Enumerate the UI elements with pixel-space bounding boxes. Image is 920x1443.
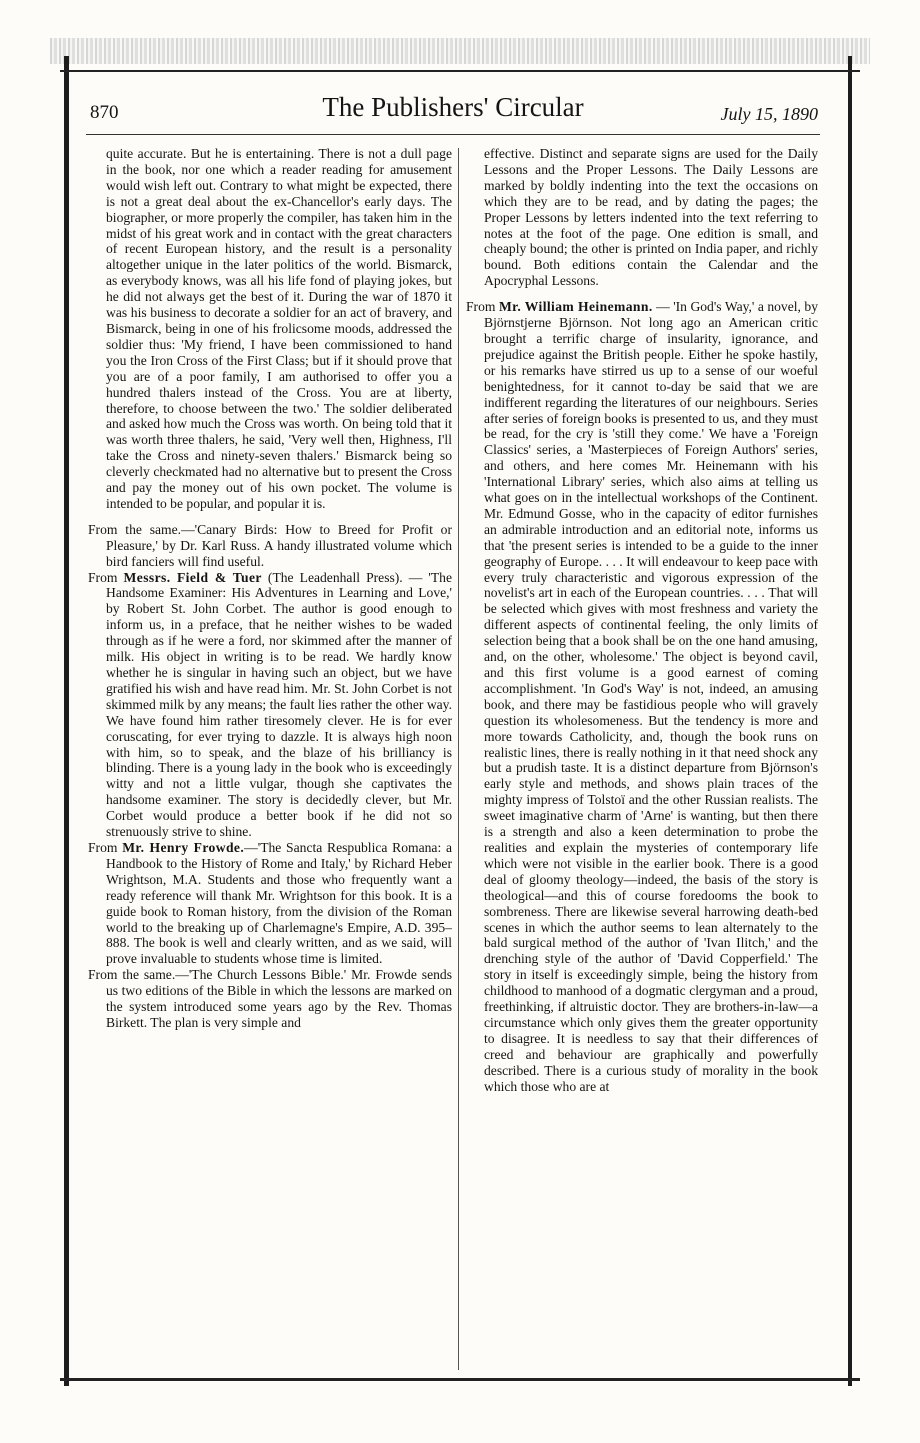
page-frame-right <box>848 56 852 1386</box>
review-entry <box>88 570 452 840</box>
review-entry <box>88 840 452 967</box>
entry-text: (The Leadenhall Press). — 'The Handsome Examiner: His Adventures in Learning and Love,' by Robert St. John Corbet. The author is good enough to inform us, in a preface, that he neither wishes to be waded through as if he were a ford, nor skimmed after the manner of milk. His object in writing is to be read. We hardly know whether he is singular in having such an object, but we have gratified his wish and have read him. Mr. St. John Corbet is not skimmed milk by any means; the fault lies rather the other way. We have found him rather tiresomely clever. He is for ever coruscating, for ever trying to dazzle. It is always high noon with him, so to speak, and the blaze of his brilliancy is blinding. There is a young lady in the book who is exceedingly witty and not a little vulgar, though she captivates the handsome examiner. The story is decidedly clever, but Mr. Corbet would produce a better book if he did not so strenuously strive to shine. <box>106 569 452 840</box>
page-title: The Publishers' Circular <box>322 92 584 122</box>
left-column <box>88 146 452 1374</box>
entry-lead: From the same. <box>88 521 182 537</box>
entry-lead: From the same. <box>88 967 176 983</box>
column-divider <box>458 148 459 1370</box>
entry-lead: From <box>466 299 499 315</box>
entry-lead: From <box>88 839 123 855</box>
review-entry <box>88 967 452 1031</box>
entry-publisher: Messrs. Field & Tuer <box>123 569 262 585</box>
page-header <box>86 88 820 135</box>
top-rule <box>60 70 860 72</box>
continued-paragraph: effective. Distinct and separate signs are used for the Daily Lessons and the Proper Lessons. The Daily Lessons are marked by boldly indenting into the text the occasions on which they are to be read, and by dating the pages; the Proper Lessons by letters indented into the text referring to notes at the foot of the page. One edition is small, and cheaply bound; the other is printed on India paper, and richly bound. Both editions contain the Calendar and the Apocryphal Lessons. <box>484 146 818 289</box>
entry-publisher: Mr. Henry Frowde. <box>122 839 245 855</box>
bottom-rule <box>60 1378 860 1381</box>
continued-paragraph: quite accurate. But he is entertaining. There is not a dull page in the book, nor one which a reader reading for amusement would wish left out. Contrary to what might be expected, there is not a great deal about the ex-Chancellor's early days. The biographer, or more properly the compiler, has taken him in the midst of his great work and in contact with the great characters of recent European history, and the result is a personality altogether unique in the later politics of the world. Bismarck, as everybody knows, was all his life fond of playing jokes, but he did not always get the best of it. During the war of 1870 it was his business to decorate a soldier for an act of bravery, and Bismarck, being in one of his frolicsome moods, addressed the soldier thus: 'My friend, I have been commissioned to hand you the Iron Cross of the First Class; but if it should prove that you are of a poor family, I am authorised to offer you a hundred thalers instead of the Cross. You are at liberty, therefore, to choose between the two.' The soldier deliberated and asked how much the Cross was worth. On being told that it was worth three thalers, he said, 'Very well then, Highness, I'll take the Cross and ninety-seven thalers.' Bismarck being so cleverly checkmated had no alternative but to present the Cross and pay the money out of his own pocket. The volume is intended to be popular, and popular it is. <box>106 146 452 511</box>
page-frame-left <box>64 56 69 1386</box>
scan-edge-texture <box>50 38 870 64</box>
page-number: 870 <box>90 102 119 123</box>
review-entry <box>466 299 818 1094</box>
right-column <box>466 146 818 1374</box>
entry-text: —'Canary Birds: How to Breed for Profit or Pleasure,' by Dr. Karl Russ. A handy illustrated volume which bird fanciers will find useful. <box>106 521 452 569</box>
entry-lead: From <box>88 569 124 585</box>
entry-text: —'The Church Lessons Bible.' Mr. Frowde sends us two editions of the Bible in which the lessons are marked on the system introduced some years ago by the Rev. Thomas Birkett. The plan is very simple and <box>106 967 452 1030</box>
entry-text: — 'In God's Way,' a novel, by Björnstjerne Björnson. Not long ago an American critic brought a terrific charge of insularity, ignorance, and prejudice against the British people. Either he spoke hastily, or his remarks have stirred us up to a sense of our woeful benightedness, for it cannot to-day be said that we are indifferent regarding the literatures of our neighbours. Series after series of foreign books is presented to us, and they must be read, for the cry is 'still they come.' We have a 'Foreign Classics' series, a 'Masterpieces of Foreign Authors' series, and others, and here comes Mr. Heinemann with his 'International Library' series, which also aims at telling us what goes on in the intellectual workshops of the Continent. Mr. Edmund Gosse, who in the capacity of editor furnishes an admirable introduction and an editorial note, informs us that 'the present series is intended to be a guide to the inner geography of Europe. . . . It will endeavour to keep pace with every truly characteristic and vigorous expression of the novelist's art in each of the European countries. . . . That will be selected which gives with most freshness and variety the different aspects of continental feeling, the only limits of selection being that a book shall be on the one hand amusing, and, on the other, wholesome.' The object is beyond cavil, and this first volume is a good earnest of coming accomplishment. 'In God's Way' is not, indeed, an amusing book, and there may be fastidious people who will gravely question its wholesomeness. But the tendency is more and more towards Catholicity, and, though the book runs on realistic lines, there is really nothing in it that need shock any but a prudish taste. It is a distinct departure from Björnson's early style and methods, and shows plain traces of the mighty impress of Tolstoï and the other Russian realists. The sweet imaginative charm of 'Arne' is wanting, but then there is a strength and also a keen determination to probe the realities and explain the mysteries of contemporary life which were not visible in the earlier book. There is a good deal of gloomy theology—indeed, the basis of the story is theological—and this of course foredooms the book to sombreness. There are likewise several harrowing death-bed scenes in which the author seems to lean alternately to the bald surgical method of the author of 'Ivan Ilitch,' and the drenching style of the author of 'David Copperfield.' The story in itself is exceedingly simple, being the history from childhood to manhood of a dogmatic clergyman and a proud, freethinking, if altruistic doctor. They are brothers-in-law—a circumstance which only gives them the greater opportunity to disagree. It is needless to say that their differences of creed and behaviour are graphically and powerfully described. There is a curious study of morality in the book which those who are at <box>484 299 818 1094</box>
issue-date: July 15, 1890 <box>720 104 818 124</box>
review-entry <box>88 522 452 570</box>
entry-text: —'The Sancta Respublica Romana: a Handbook to the History of Rome and Italy,' by Richard Heber Wrightson, M.A. Students and those who frequently want a ready reference will thank Mr. Wrightson for this book. It is a guide book to Roman history, from the division of the Roman world to the breaking up of Charlemagne's Empire, A.D. 395–888. The book is well and clearly written, and as we said, will prove invaluable to students whose time is limited. <box>106 839 452 967</box>
entry-publisher: Mr. William Heinemann. <box>498 299 653 315</box>
